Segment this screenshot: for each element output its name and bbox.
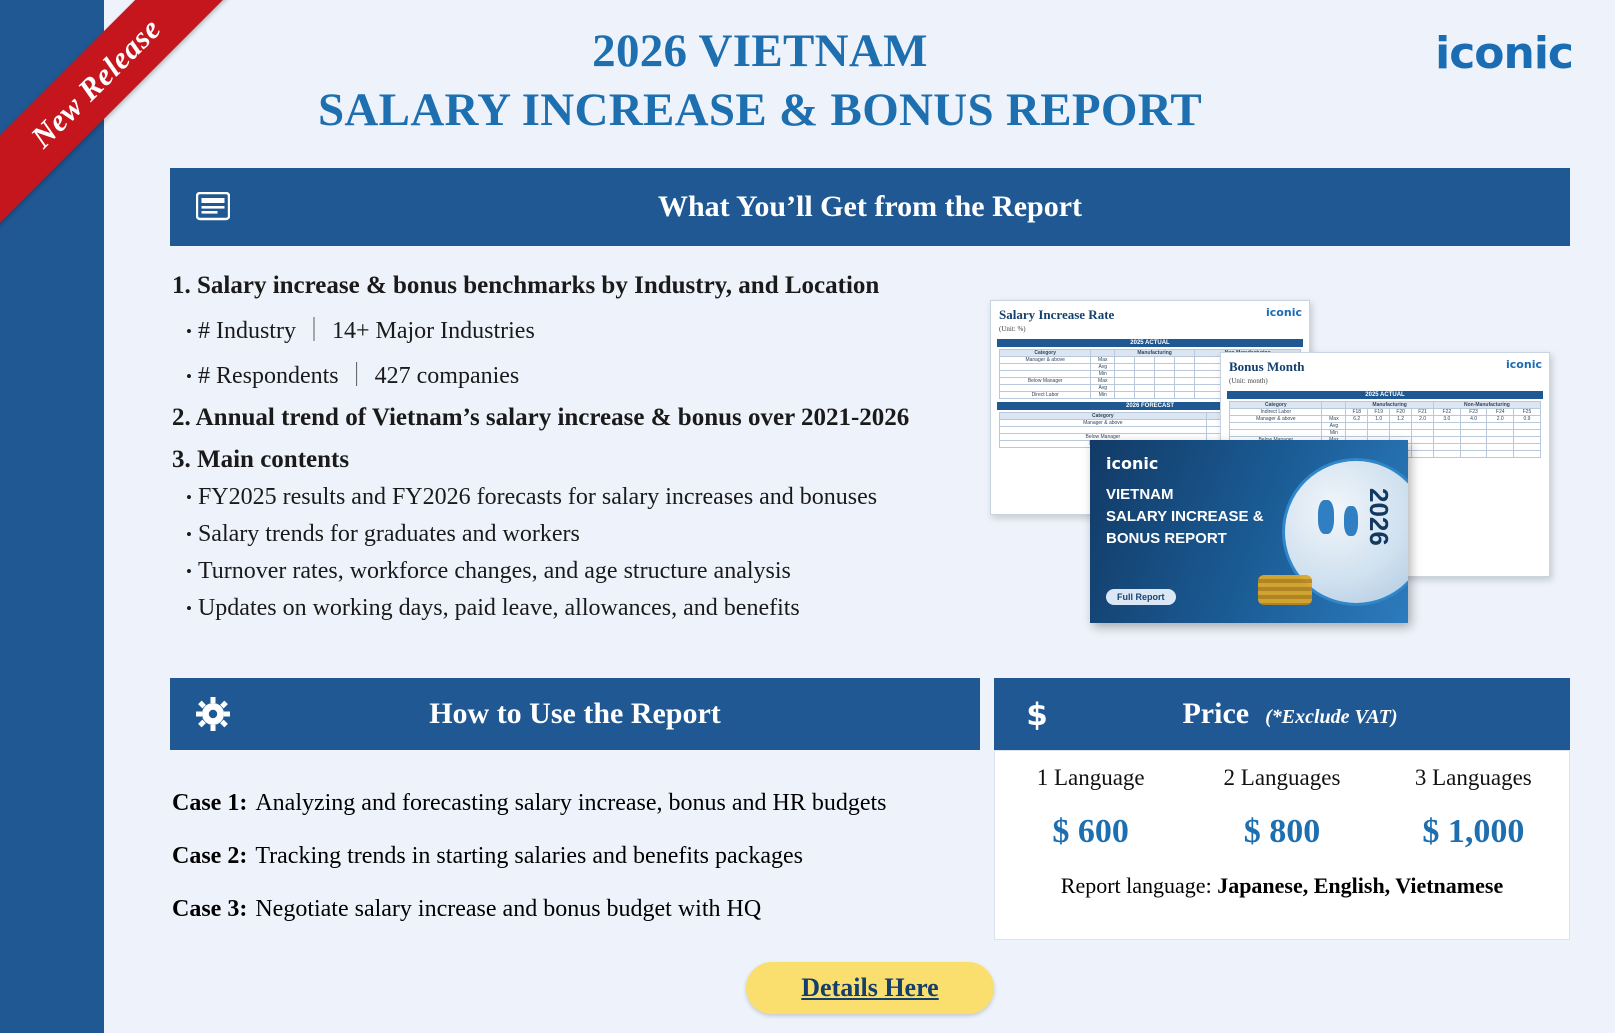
sheet-stat: Max: [1322, 416, 1346, 423]
list-item: [186, 558, 982, 585]
left-accent-bar: [0, 0, 104, 1033]
cover-year: 2026: [1364, 488, 1394, 546]
sheet-subtitle: (Unit: %): [999, 325, 1026, 333]
sheet-row-label: [999, 364, 1091, 371]
sheet-band-actual: 2025 ACTUAL: [997, 339, 1303, 347]
list-item-label: # Respondents: [197, 363, 339, 389]
section-header-what: [170, 168, 1570, 246]
use-cases-list: [172, 790, 972, 949]
sheet-stat: Max: [1091, 357, 1115, 364]
price-tier-label: 2 Languages: [1223, 765, 1341, 790]
sheet-col: F24: [1487, 409, 1514, 416]
preview-report-cover: [1090, 440, 1408, 623]
price-tier-amount: $ 800: [1243, 813, 1321, 850]
price-tier-amount: $ 1,000: [1422, 813, 1525, 850]
ribbon-label: New Release: [23, 10, 168, 155]
price-title-text: Price: [1182, 697, 1250, 730]
what-you-get-list: [172, 272, 982, 632]
sheet-cell: 0.9: [1514, 416, 1541, 423]
sheet-row-label: [1230, 423, 1322, 430]
report-language-value: Japanese, English, Vietnamese: [1217, 873, 1504, 898]
sheet-row-label: [999, 427, 1206, 434]
list-item: [186, 595, 982, 622]
sheet-row-label: Indirect Labor: [1230, 409, 1322, 416]
case-label: Case 1:: [172, 790, 248, 816]
sheet-col-manufacturing: Manufacturing: [1346, 402, 1434, 409]
section-header-price: [994, 678, 1570, 750]
dollar-icon: [994, 697, 1080, 731]
brand-logo: iconic: [1435, 28, 1573, 79]
cover-title-line3: BONUS REPORT: [1106, 529, 1227, 547]
cover-figure-icon: [1318, 500, 1334, 534]
sheet-col-manufacturing: Manufacturing: [1115, 350, 1195, 357]
sheet-col: F21: [1412, 409, 1434, 416]
price-tier-label: 3 Languages: [1414, 765, 1532, 790]
sheet-col: F18: [1346, 409, 1368, 416]
sheet-logo: iconic: [1506, 358, 1542, 371]
sheet-title: Bonus Month: [1229, 359, 1305, 374]
coins-icon: [1258, 575, 1312, 605]
page-title-line1: 2026 VIETNAM: [592, 25, 928, 77]
list-item: [186, 310, 982, 345]
sheet-band-forecast: 2026 FORECAST: [997, 402, 1303, 410]
bullet-dot: •: [186, 488, 192, 508]
list-item-label: # Industry: [197, 318, 296, 344]
list-item-separator: ｜: [301, 318, 326, 344]
list-item-value: 14+ Major Industries: [331, 318, 535, 344]
case-text: Analyzing and forecasting salary increase, bonus and HR budgets: [255, 790, 887, 816]
sheet-cell: 4.0: [1460, 416, 1487, 423]
price-vat-note: (*Exclude VAT): [1265, 706, 1398, 728]
sheet-col: F20: [1390, 409, 1412, 416]
sheet-row-label: [1230, 430, 1322, 437]
sheet-cell: 6.2: [1346, 416, 1368, 423]
details-here-button[interactable]: [746, 962, 994, 1014]
sheet-col-category: Category: [999, 350, 1091, 357]
sheet-col: F22: [1434, 409, 1461, 416]
case-text: Negotiate salary increase and bonus budget with HQ: [255, 896, 762, 922]
bullet-dot: •: [186, 562, 192, 582]
sheet-col-category: Category: [1230, 402, 1322, 409]
price-tier: [1187, 765, 1376, 851]
sheet-title: Salary Increase Rate: [999, 307, 1115, 322]
price-tier-label: 1 Language: [1036, 765, 1145, 790]
report-icon: [170, 192, 256, 222]
sheet-row-label: Manager & above: [1230, 416, 1322, 423]
sheet-row-label: Below Manager: [999, 378, 1091, 385]
cover-title: [1106, 484, 1264, 549]
report-language-note: [995, 873, 1569, 899]
report-preview-images: [990, 300, 1560, 630]
sheet-stat: Max: [1091, 378, 1115, 385]
cover-logo: iconic: [1106, 454, 1159, 473]
page-title-line2: SALARY INCREASE & BONUS REPORT: [317, 83, 1203, 136]
sheet-col-category: Category: [999, 413, 1206, 420]
svg-text:$: $: [1026, 697, 1048, 731]
cover-tag: Full Report: [1106, 589, 1176, 605]
list-item-value: 427 companies: [374, 363, 520, 389]
sheet-col: F23: [1460, 409, 1487, 416]
list-item: [172, 790, 972, 817]
section-header-how: [170, 678, 980, 750]
gear-icon: [170, 697, 256, 731]
case-text: Tracking trends in starting salaries and benefits packages: [255, 843, 803, 869]
list-item-label: Salary trends for graduates and workers: [197, 521, 580, 547]
section-title-price: [1080, 697, 1570, 731]
page-title: [140, 22, 1380, 140]
report-language-label: Report language:: [1060, 873, 1212, 898]
list-head-1: 1. Salary increase & bonus benchmarks by Industry, and Location: [172, 272, 880, 299]
list-item: [186, 521, 982, 548]
case-label: Case 2:: [172, 843, 248, 869]
section-title-what: What You’ll Get from the Report: [657, 190, 1083, 223]
sheet-cell: 2.0: [1412, 416, 1434, 423]
sheet-stat: Min: [1091, 371, 1115, 378]
sheet-stat: Avg: [1322, 423, 1346, 430]
sheet-col-nonmanufacturing: Non-Manufacturing: [1434, 402, 1541, 409]
sheet-col: F19: [1368, 409, 1390, 416]
sheet-row-label: Direct Labor: [999, 392, 1091, 399]
list-item: [172, 896, 972, 923]
sheet-stat: Min: [1091, 392, 1115, 399]
price-tier: [1379, 765, 1568, 851]
sheet-stat: Avg: [1091, 364, 1115, 371]
sheet-band-actual: 2025 ACTUAL: [1227, 391, 1543, 399]
list-item: [186, 355, 982, 390]
section-title-how: How to Use the Report: [429, 697, 721, 730]
list-item-label: Updates on working days, paid leave, allowances, and benefits: [197, 595, 800, 621]
sheet-logo: iconic: [1266, 306, 1302, 319]
price-table: [994, 750, 1570, 940]
cover-title-line1: VIETNAM: [1106, 486, 1174, 503]
case-label: Case 3:: [172, 896, 248, 922]
sheet-row-label: [999, 385, 1091, 392]
bullet-dot: •: [186, 525, 192, 545]
bullet-dot: •: [186, 367, 192, 387]
details-here-label: Details Here: [801, 973, 939, 1002]
list-item: [186, 484, 982, 511]
sheet-stat: Min: [1322, 430, 1346, 437]
sheet-stat: Avg: [1091, 385, 1115, 392]
cover-title-line2: SALARY INCREASE &: [1106, 507, 1264, 525]
sheet-cell: 3.0: [1434, 416, 1461, 423]
price-tier-amount: $ 600: [1052, 813, 1129, 850]
sheet-col: F25: [1514, 409, 1541, 416]
sheet-col-stat: [1091, 350, 1115, 357]
list-item: [172, 843, 972, 870]
sheet-cell: 2.0: [1487, 416, 1514, 423]
list-item-separator: ｜: [344, 363, 369, 389]
list-item-label: Turnover rates, workforce changes, and age structure analysis: [197, 558, 791, 584]
sheet-row-label: [999, 371, 1091, 378]
list-head-2: 2. Annual trend of Vietnam’s salary increase & bonus over 2021-2026: [172, 404, 910, 431]
bullet-dot: •: [186, 599, 192, 619]
sheet-row-label: Manager & above: [999, 420, 1206, 427]
cover-figure-icon: [1344, 506, 1358, 536]
sheet-subtitle: (Unit: month): [1229, 377, 1268, 385]
sheet-row-label: Manager & above: [999, 357, 1091, 364]
sheet-cell: 1.2: [1390, 416, 1412, 423]
sheet-row-label: Below Manager: [999, 434, 1206, 441]
list-head-3: 3. Main contents: [172, 446, 350, 473]
price-tier: [996, 765, 1185, 851]
list-item-label: FY2025 results and FY2026 forecasts for salary increases and bonuses: [197, 484, 878, 510]
bullet-dot: •: [186, 322, 192, 342]
sheet-cell: 1.0: [1368, 416, 1390, 423]
